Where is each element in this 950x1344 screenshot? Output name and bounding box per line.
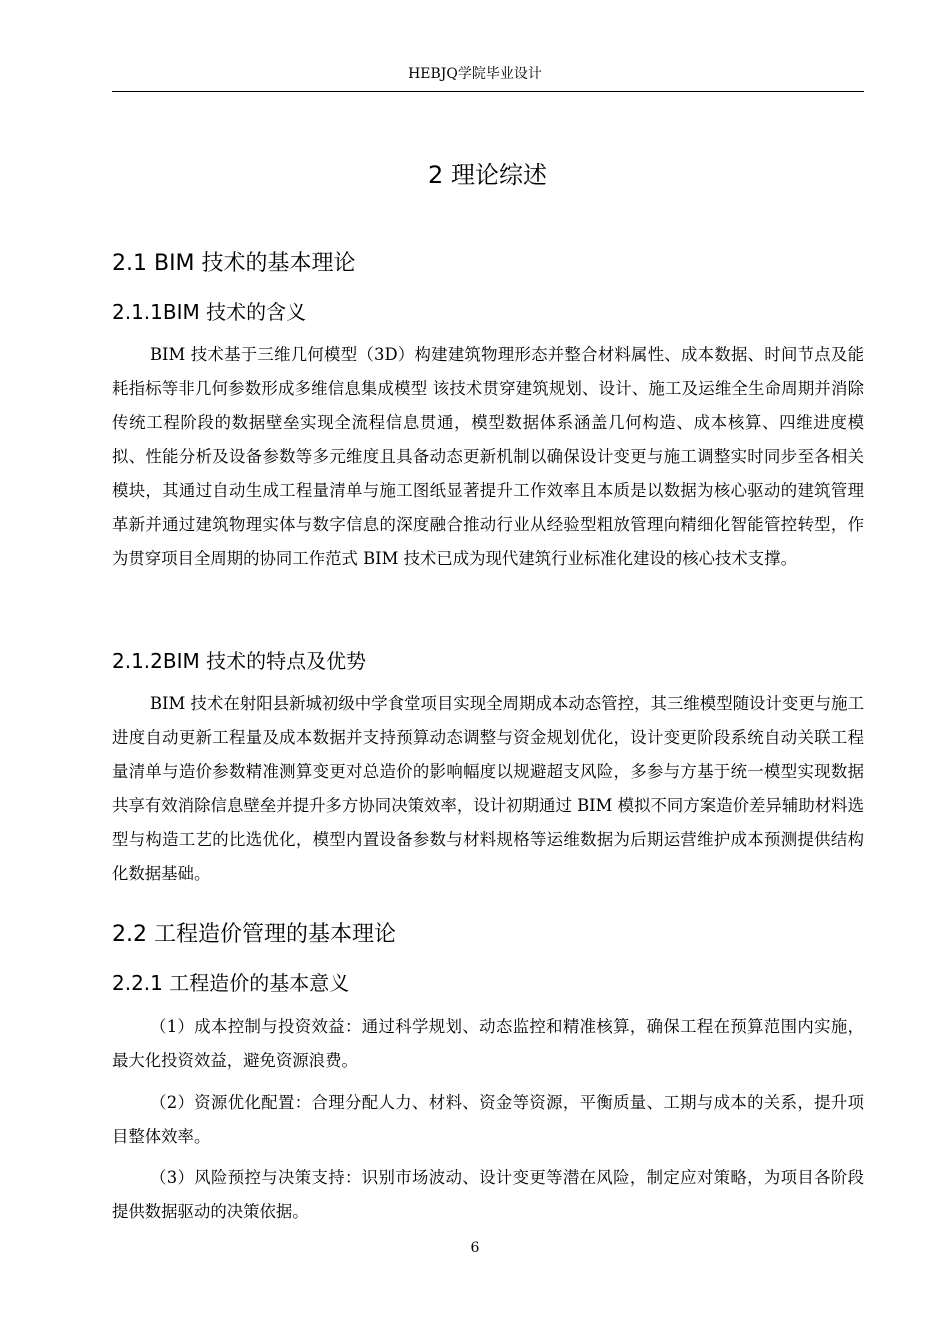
list-item-2: （2）资源优化配置：合理分配人力、材料、资金等资源，平衡质量、工期与成本的关系，提升项目整体效率。 xyxy=(112,1093,864,1146)
subsection-heading-2-2-1: 2.2.1 工程造价的基本意义 xyxy=(112,971,350,995)
list-item-1: （1）成本控制与投资效益：通过科学规划、动态监控和精准核算，确保工程在预算范围内实施，最大化投资效益，避免资源浪费。 xyxy=(112,1017,864,1070)
page-number: 6 xyxy=(470,1240,480,1256)
header-rule xyxy=(112,91,864,92)
chapter-title: 2 理论综述 xyxy=(428,161,547,189)
subsection-heading-2-1-1: 2.1.1BIM 技术的含义 xyxy=(112,300,307,324)
section-heading-2-2: 2.2 工程造价管理的基本理论 xyxy=(112,922,396,947)
subsection-heading-2-1-2: 2.1.2BIM 技术的特点及优势 xyxy=(112,649,367,673)
list-item-3: （3）风险预控与决策支持：识别市场波动、设计变更等潜在风险，制定应对策略，为项目各阶段提供数据驱动的决策依据。 xyxy=(112,1168,864,1221)
paragraph-2-1-2: BIM 技术在射阳县新城初级中学食堂项目实现全周期成本动态管控，其三维模型随设计变更与施工进度自动更新工程量及成本数据并支持预算动态调整与资金规划优化，设计变更阶段系统自动关联工程量清单与造价参数精准测算变更对总造价的影响幅度以规避超支风险，多参与方基于统一模型实现数据共享有效消除信息壁垒并提升多方协同决策效率，设计初期通过 BIM 模拟不同方案造价差异辅助材料选型与构造工艺的比选优化，模型内置设备参数与材料规格等运维数据为后期运营维护成本预测提供结构化数据基础。 xyxy=(112,694,864,883)
paragraph-2-1-1: BIM 技术基于三维几何模型（3D）构建建筑物理形态并整合材料属性、成本数据、时间节点及能耗指标等非几何参数形成多维信息集成模型 该技术贯穿建筑规划、设计、施工及运维全生命周期并消除传统工程阶段的数据壁垒实现全流程信息贯通，模型数据体系涵盖几何构造、成本核算、四维进度模拟、性能分析及设备参数等多元维度且具备动态更新机制以确保设计变更与施工调整实时同步至各相关模块，其通过自动生成工程量清单与施工图纸显著提升工作效率且本质是以数据为核心驱动的建筑管理革新并通过建筑物理实体与数字信息的深度融合推动行业从经验型粗放管理向精细化智能管控转型，作为贯穿项目全周期的协同工作范式 BIM 技术已成为现代建筑行业标准化建设的核心技术支撑。 xyxy=(112,345,864,568)
running-header: HEBJQ学院毕业设计 xyxy=(408,66,542,82)
section-heading-2-1: 2.1 BIM 技术的基本理论 xyxy=(112,251,356,276)
